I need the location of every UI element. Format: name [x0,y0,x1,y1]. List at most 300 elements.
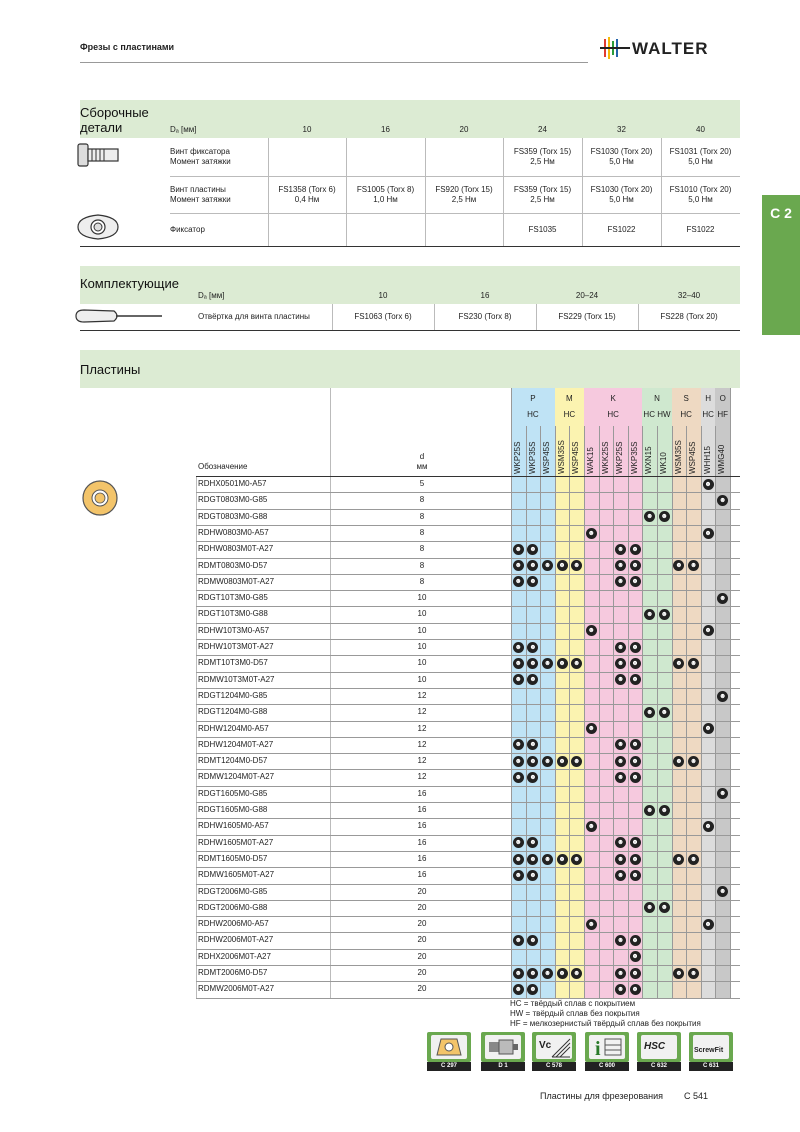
insert-row-divider [196,802,740,803]
insert-diameter: 12 [417,690,427,700]
insert-row-divider [196,900,740,901]
insert-row-divider [196,525,740,526]
coating-type: HC [607,410,619,419]
designation-col-divider [330,388,331,998]
insert-diameter: 8 [419,527,425,537]
assembly-bottom-rule [80,246,740,247]
accessories-cell: FS230 (Torx 8) [458,312,512,321]
recommendation-mark: ☻ [631,839,639,847]
insert-diameter: 20 [417,886,427,896]
assembly-cell: FS1005 (Torx 8) [356,184,415,194]
recommendation-mark: ☻ [646,611,654,619]
recommendation-mark: ☻ [616,741,625,749]
insert-shape-icon [431,1035,467,1059]
recommendation-mark: ☻ [675,969,683,977]
info-icon [589,1035,625,1059]
grade-header: WMG40 [717,444,727,474]
recommendation-mark: ☻ [660,708,668,716]
grade-header: WSM35S [673,440,683,474]
header-rule [80,62,588,63]
insert-designation: RDMT1204M0-D57 [198,756,268,766]
reference-page-label: C 578 [532,1062,576,1071]
recommendation-mark: ☻ [558,562,566,570]
insert-diameter: 20 [417,984,427,994]
inserts-title: Пластины [80,362,141,377]
recommendation-mark: ☻ [631,659,639,667]
insert-diameter: 8 [419,495,425,505]
insert-diameter: 16 [417,821,427,831]
recommendation-mark: ☻ [514,562,522,570]
insert-designation: RDMT1605M0-D57 [198,853,268,863]
grade-col-divider [613,426,614,998]
recommendation-mark: ☻ [529,839,537,847]
insert-diameter: 10 [417,674,427,684]
screwfit-label: ScrewFit [694,1047,724,1054]
recommendation-mark: ☻ [529,676,537,684]
grade-col-divider [599,426,600,998]
recommendation-mark: ☻ [719,692,727,700]
assembly-cell: FS1030 (Torx 20) [590,147,653,156]
reference-box [481,1032,525,1062]
assembly-title: Сборочные детали [80,105,149,135]
svg-text:WALTER: WALTER [632,39,709,58]
assembly-cell: FS1030 (Torx 20) [590,184,653,194]
info-glyph [589,1035,625,1059]
insert-row-divider [196,541,740,542]
insert-designation: RDGT1204M0-G85 [198,690,268,700]
recommendation-mark: ☻ [689,969,698,977]
insert-diameter: 8 [419,576,425,586]
recommendation-mark: ☻ [616,562,625,570]
recommendation-mark: ☻ [529,757,537,765]
recommendation-mark: ☻ [631,969,639,977]
insert-diameter: 8 [419,560,425,570]
recommendation-mark: ☻ [587,627,595,635]
grade-col-divider [686,426,687,998]
insert-row-divider [196,981,740,982]
insert-diameter: 10 [417,658,427,668]
grade-col-divider [540,426,541,998]
recommendation-mark: ☻ [529,578,537,586]
accessories-col-divider [536,304,537,330]
recommendation-mark: ☻ [675,562,683,570]
insert-diameter: 12 [417,756,427,766]
recommendation-mark: ☻ [704,920,712,928]
insert-row-divider [196,704,740,705]
clamp-screw-icon [76,140,124,170]
recommendation-mark: ☻ [704,529,712,537]
recommendation-mark: ☻ [631,545,639,553]
hsc-label: HSC [644,1041,666,1052]
insert-diameter: 12 [417,772,427,782]
grade-col-divider [555,426,556,998]
assembly-row-label: Винт фиксатора [170,147,230,156]
recommendation-mark: ☻ [689,659,698,667]
recommendation-mark: ☻ [529,562,537,570]
insert-row-divider [196,672,740,673]
recommendation-mark: ☻ [631,774,639,782]
footnote-hf: HF = мелкозернистый твёрдый сплав без покрытия [510,1019,701,1028]
recommendation-mark: ☻ [514,937,522,945]
recommendation-mark: ☻ [616,871,625,879]
assembly-cell: FS1010 (Torx 20) [669,184,732,194]
insert-designation: RDHW1204M0T-A27 [198,739,274,749]
insert-row-divider [196,818,740,819]
assembly-cell: FS1031 (Torx 20) [669,147,732,156]
grade-col-divider [511,388,512,998]
recommendation-mark: ☻ [543,855,552,863]
insert-diameter: 20 [417,902,427,912]
grade-header: WKP35S [629,441,639,474]
insert-designation: RDMT0803M0-D57 [198,560,268,570]
grade-header: WKP35S [527,441,537,474]
recommendation-mark: ☻ [529,871,537,879]
recommendation-mark: ☻ [689,855,698,863]
accessories-bottom-rule [80,330,740,331]
insert-diameter: 16 [417,805,427,814]
coating-type: HC [702,410,714,419]
recommendation-mark: ☻ [543,969,552,977]
insert-row-divider [196,835,740,836]
insert-designation: RDHW0803M0-A57 [198,527,269,537]
grade-header: WSP45S [688,441,698,474]
reference-box [585,1032,629,1062]
grade-col-divider [730,388,731,998]
recommendation-mark: ☻ [660,611,668,619]
insert-diameter: 20 [417,935,427,945]
assembly-diameter: 20 [459,125,469,134]
recommendation-mark: ☻ [631,855,639,863]
assembly-cell: 1,0 Нм [373,194,398,204]
accessories-cell: FS228 (Torx 20) [660,312,718,321]
insert-row-divider [196,737,740,738]
accessories-col-divider [332,304,333,330]
insert-row-divider [196,769,740,770]
insert-designation: RDHW1605M0-A57 [198,821,269,831]
recommendation-mark: ☻ [514,659,522,667]
assembly-diameter: 16 [381,125,390,134]
recommendation-mark: ☻ [646,904,654,912]
recommendation-mark: ☻ [616,855,625,863]
hsc-icon [641,1035,677,1059]
insert-designation: RDMT10T3M0-D57 [198,658,268,668]
assembly-col-divider [582,138,583,246]
walter-logo [600,35,745,61]
insert-diameter: 16 [417,788,427,798]
recommendation-mark: ☻ [689,757,698,765]
recommendation-mark: ☻ [543,659,552,667]
recommendation-mark: ☻ [573,969,581,977]
recommendation-mark: ☻ [616,985,625,993]
insert-designation: RDHX2006M0T-A27 [198,951,271,961]
assembly-row-divider [170,176,740,177]
insert-diameter: 8 [419,544,425,554]
reference-page-label: D 1 [481,1062,525,1071]
insert-designation: RDHW2006M0T-A27 [198,935,274,945]
recommendation-mark: ☻ [719,594,727,602]
grade-col-divider [715,426,716,998]
recommendation-mark: ☻ [631,676,639,684]
recommendation-mark: ☻ [689,562,698,570]
insert-designation: RDGT1605M0-G85 [198,788,268,798]
assembly-col-divider [503,138,504,246]
grade-col-divider [672,426,673,998]
recommendation-mark: ☻ [616,757,625,765]
accessories-diameter: 16 [480,291,490,300]
insert-designation: RDMW1204M0T-A27 [198,772,275,782]
insert-designation: RDHW0803M0T-A27 [198,544,274,554]
assembly-cell: 2,5 Нм [451,194,477,204]
recommendation-mark: ☻ [514,855,522,863]
insert-designation: RDHW1605M0T-A27 [198,837,274,847]
insert-diameter: 12 [417,723,427,733]
recommendation-mark: ☻ [558,757,566,765]
recommendation-mark: ☻ [514,545,522,553]
insert-row-divider [196,606,740,607]
accessories-title: Комплектующие [80,276,179,291]
screwdriver-label: Отвёртка для винта пластины [198,312,310,321]
recommendation-mark: ☻ [631,578,639,586]
recommendation-mark: ☻ [675,757,683,765]
insert-row-divider [196,590,740,591]
assembly-cell: 5,0 Нм [609,157,634,166]
recommendation-mark: ☻ [719,888,727,896]
accessories-col-divider [434,304,435,330]
assembly-diameter: 24 [538,125,547,134]
footnote-hc: HC = твёрдый сплав с покрытием [510,999,636,1008]
insert-row-divider [196,655,740,656]
accessories-cell: FS229 (Torx 15) [558,312,616,321]
recommendation-mark: ☻ [616,643,625,651]
recommendation-mark: ☻ [631,757,639,765]
insert-row-divider [196,884,740,885]
recommendation-mark: ☻ [631,562,639,570]
footnote-hw: HW = твёрдый сплав без покрытия [510,1009,640,1018]
recommendation-mark: ☻ [660,806,668,814]
recommendation-mark: ☻ [616,676,625,684]
recommendation-mark: ☻ [573,562,581,570]
insert-designation: RDHW2006M0-A57 [198,919,269,929]
insert-diameter: 20 [417,919,427,929]
insert-designation: RDHW10T3M0-A57 [198,625,270,635]
insert-designation: RDMW1605M0T-A27 [198,870,275,880]
recommendation-mark: ☻ [631,741,639,749]
assembly-cell: FS1022 [686,224,715,234]
insert-diameter: 12 [417,707,427,717]
recommendation-mark: ☻ [529,969,537,977]
recommendation-mark: ☻ [631,871,639,879]
grade-header: WKK25S [600,441,610,474]
insert-designation: RDHW10T3M0T-A27 [198,642,274,651]
page-header-title: Фрезы с пластинами [80,42,175,52]
insert-designation: RDGT0803M0-G85 [198,495,268,505]
recommendation-mark: ☻ [587,822,595,830]
insert-designation: RDGT1204M0-G88 [198,707,268,717]
footer-page-number: C 541 [684,1091,709,1101]
insert-row-divider [196,965,740,966]
holder-glyph [485,1035,521,1059]
recommendation-mark: ☻ [514,969,522,977]
recommendation-mark: ☻ [573,757,581,765]
insert-diameter: 12 [417,739,427,749]
screwdriver-icon [74,308,164,324]
grade-col-divider [657,426,658,998]
tool-holder-icon [485,1035,521,1059]
assembly-col-divider [425,138,426,246]
chapter-tab-label: C 2 [770,205,792,221]
round-insert-icon [80,478,120,518]
recommendation-mark: ☻ [616,774,625,782]
material-group-letter: O [719,394,726,403]
grade-col-divider [701,426,702,998]
insert-row-divider [196,639,740,640]
assembly-diameter: 10 [302,125,312,134]
accessories-diameter: 10 [378,291,388,300]
reference-page-label: C 632 [637,1062,681,1071]
assembly-row-label: Фиксатор [170,224,205,234]
assembly-row-label: Винт пластины [170,184,226,194]
insert-row-divider [196,867,740,868]
grade-header: WHH15 [702,445,712,474]
insert-row-divider [196,916,740,917]
coating-type: HC [563,410,576,419]
recommendation-mark: ☻ [616,969,625,977]
assembly-col-divider [268,138,269,246]
assembly-diameter: 40 [696,125,705,134]
recommendation-mark: ☻ [616,937,625,945]
assembly-cell: FS359 (Torx 15) [513,147,572,156]
recommendation-mark: ☻ [514,676,522,684]
page-footer [540,1091,708,1101]
walter-logo-mark [600,35,745,61]
recommendation-mark: ☻ [558,855,566,863]
recommendation-mark: ☻ [660,513,668,521]
assembly-cell: 5,0 Нм [609,194,634,204]
reference-page-label: C 297 [427,1062,471,1071]
insert-designation: RDMW0803M0T-A27 [198,576,275,586]
insert-row-divider [196,851,740,852]
material-group-letter: S [683,394,689,403]
recommendation-mark: ☻ [675,659,683,667]
accessories-diameter: 20–24 [575,291,599,300]
material-group-letter: K [610,394,616,403]
assembly-col-divider [346,138,347,246]
assembly-cell: 2,5 Нм [530,194,555,204]
svg-text:i: i [595,1038,601,1059]
inserts-header-rule [196,476,740,477]
recommendation-mark: ☻ [514,643,522,651]
assembly-cell: FS1358 (Torx 6) [278,184,336,194]
insert-diameter: 10 [417,609,427,619]
recommendation-mark: ☻ [631,937,639,945]
recommendation-mark: ☻ [573,659,581,667]
recommendation-mark: ☻ [646,708,654,716]
insert-row-divider [196,786,740,787]
recommendation-mark: ☻ [529,545,537,553]
recommendation-mark: ☻ [514,757,522,765]
insert-diameter: 20 [417,951,427,961]
cutting-speed-icon [536,1035,572,1059]
assembly-cell: FS920 (Torx 15) [435,184,493,194]
designation-header: Обозначение [198,462,248,471]
grade-header: WXN15 [644,446,654,474]
assembly-cell: 2,5 Нм [530,157,555,166]
insert-diameter: 16 [417,853,427,863]
recommendation-mark: ☻ [704,822,712,830]
recommendation-mark: ☻ [543,757,552,765]
insert-diameter: 20 [417,968,427,977]
grade-col-divider [584,426,585,998]
insert-diameter: 16 [417,837,427,847]
recommendation-mark: ☻ [704,627,712,635]
recommendation-mark: ☻ [587,725,595,733]
recommendation-mark: ☻ [514,578,522,586]
assembly-cell: 5,0 Нм [688,157,713,166]
recommendation-mark: ☻ [631,953,639,961]
recommendation-mark: ☻ [514,774,522,782]
recommendation-mark: ☻ [660,904,668,912]
recommendation-mark: ☻ [514,839,522,847]
insert-designation: RDHX0501M0-A57 [198,479,267,488]
recommendation-mark: ☻ [616,659,625,667]
footer-section: Пластины для фрезерования [540,1091,664,1101]
recommendation-mark: ☻ [543,562,552,570]
inserts-header-band [80,350,740,388]
d-header: d [419,452,425,461]
recommendation-mark: ☻ [573,855,581,863]
coating-type: HC HW [643,410,671,419]
insert-designation: RDMW2006M0T-A27 [198,984,275,994]
recommendation-mark: ☻ [631,985,639,993]
recommendation-mark: ☻ [587,529,595,537]
grade-header: WKP25S [615,441,625,474]
recommendation-mark: ☻ [646,806,654,814]
insert-designation: RDGT2006M0-G85 [198,886,268,896]
insert-diameter: 16 [417,870,427,880]
recommendation-mark: ☻ [719,790,727,798]
assembly-cell: FS1035 [528,224,557,234]
recommendation-mark: ☻ [616,839,625,847]
accessories-cell: FS1063 (Torx 6) [354,312,412,321]
assembly-cell: 5,0 Нм [688,194,713,204]
material-group-letter: H [705,394,711,403]
insert-designation: RDMW10T3M0T-A27 [198,674,275,684]
insert-designation: RDGT0803M0-G88 [198,511,268,521]
grade-header: WSM35S [556,440,566,474]
recommendation-mark: ☻ [514,871,522,879]
insert-row-divider [196,949,740,950]
recommendation-mark: ☻ [631,643,639,651]
assembly-cell: 0,4 Нм [294,194,320,204]
insert-diameter: 5 [419,479,425,488]
recommendation-mark: ☻ [558,969,566,977]
recommendation-mark: ☻ [616,545,625,553]
assembly-da-label: Dₐ [мм] [170,125,197,134]
coating-type: HC [680,410,692,419]
insert-row-divider [196,932,740,933]
coating-type: HF [717,410,729,419]
insert-row-divider [196,574,740,575]
assembly-diameter: 32 [617,125,626,134]
recommendation-mark: ☻ [514,741,522,749]
grade-header: WKP25S [513,441,522,474]
recommendation-mark: ☻ [616,578,625,586]
insert-row-divider [196,623,740,624]
grade-header: WSP45S [542,441,552,474]
grade-header: WAK15 [586,447,595,474]
reference-box [689,1032,733,1062]
insert-designation: RDMT2006M0-D57 [198,968,268,977]
